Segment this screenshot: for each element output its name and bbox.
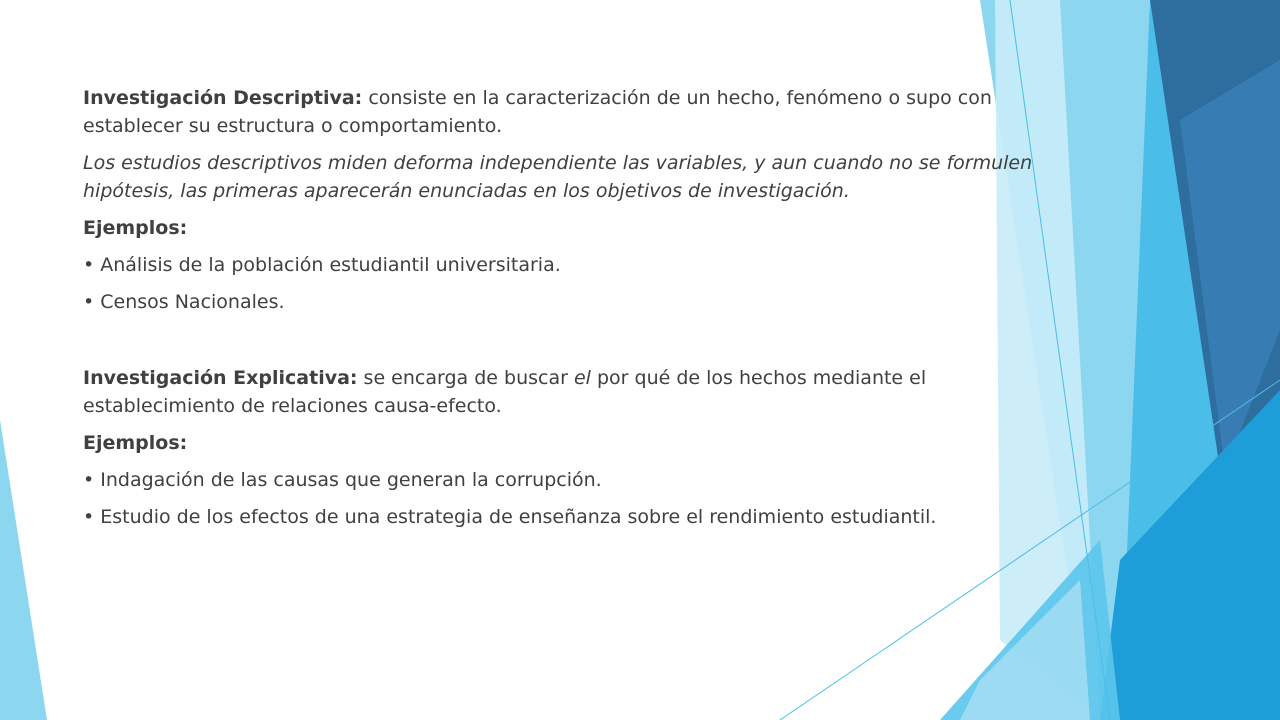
example-item: • Análisis de la población estudiantil universitaria. bbox=[83, 254, 561, 276]
example-item: • Censos Nacionales. bbox=[83, 291, 285, 313]
heading-explicativa: Investigación Explicativa: bbox=[83, 367, 358, 389]
slide-content bbox=[83, 84, 1063, 531]
examples-label-explicativa: Ejemplos: bbox=[83, 432, 188, 454]
examples-label-descriptiva: Ejemplos: bbox=[83, 217, 188, 239]
paragraph-explicativa: Investigación Explicativa: se encarga de buscar el por qué de los hechos mediante el establecimiento de relaciones causa-efecto. bbox=[83, 367, 927, 417]
left-edge-shape bbox=[0, 420, 47, 720]
italic-note: Los estudios descriptivos miden deforma independiente las variables, y aun cuando no se formulen hipótesis, las primeras aparecerán enunciadas en los objetivos de investigación. bbox=[83, 152, 1033, 202]
example-item: • Indagación de las causas que generan la corrupción. bbox=[83, 469, 602, 491]
paragraph-descriptiva bbox=[83, 84, 1063, 140]
text-descriptiva: consiste en la caracterización de un hecho, fenómeno o supo con establecer su estructura o comportamiento. bbox=[83, 87, 992, 137]
example-item: • Estudio de los efectos de una estrategia de enseñanza sobre el rendimiento estudiantil. bbox=[83, 506, 937, 528]
heading-descriptiva: Investigación Descriptiva: bbox=[83, 87, 363, 109]
